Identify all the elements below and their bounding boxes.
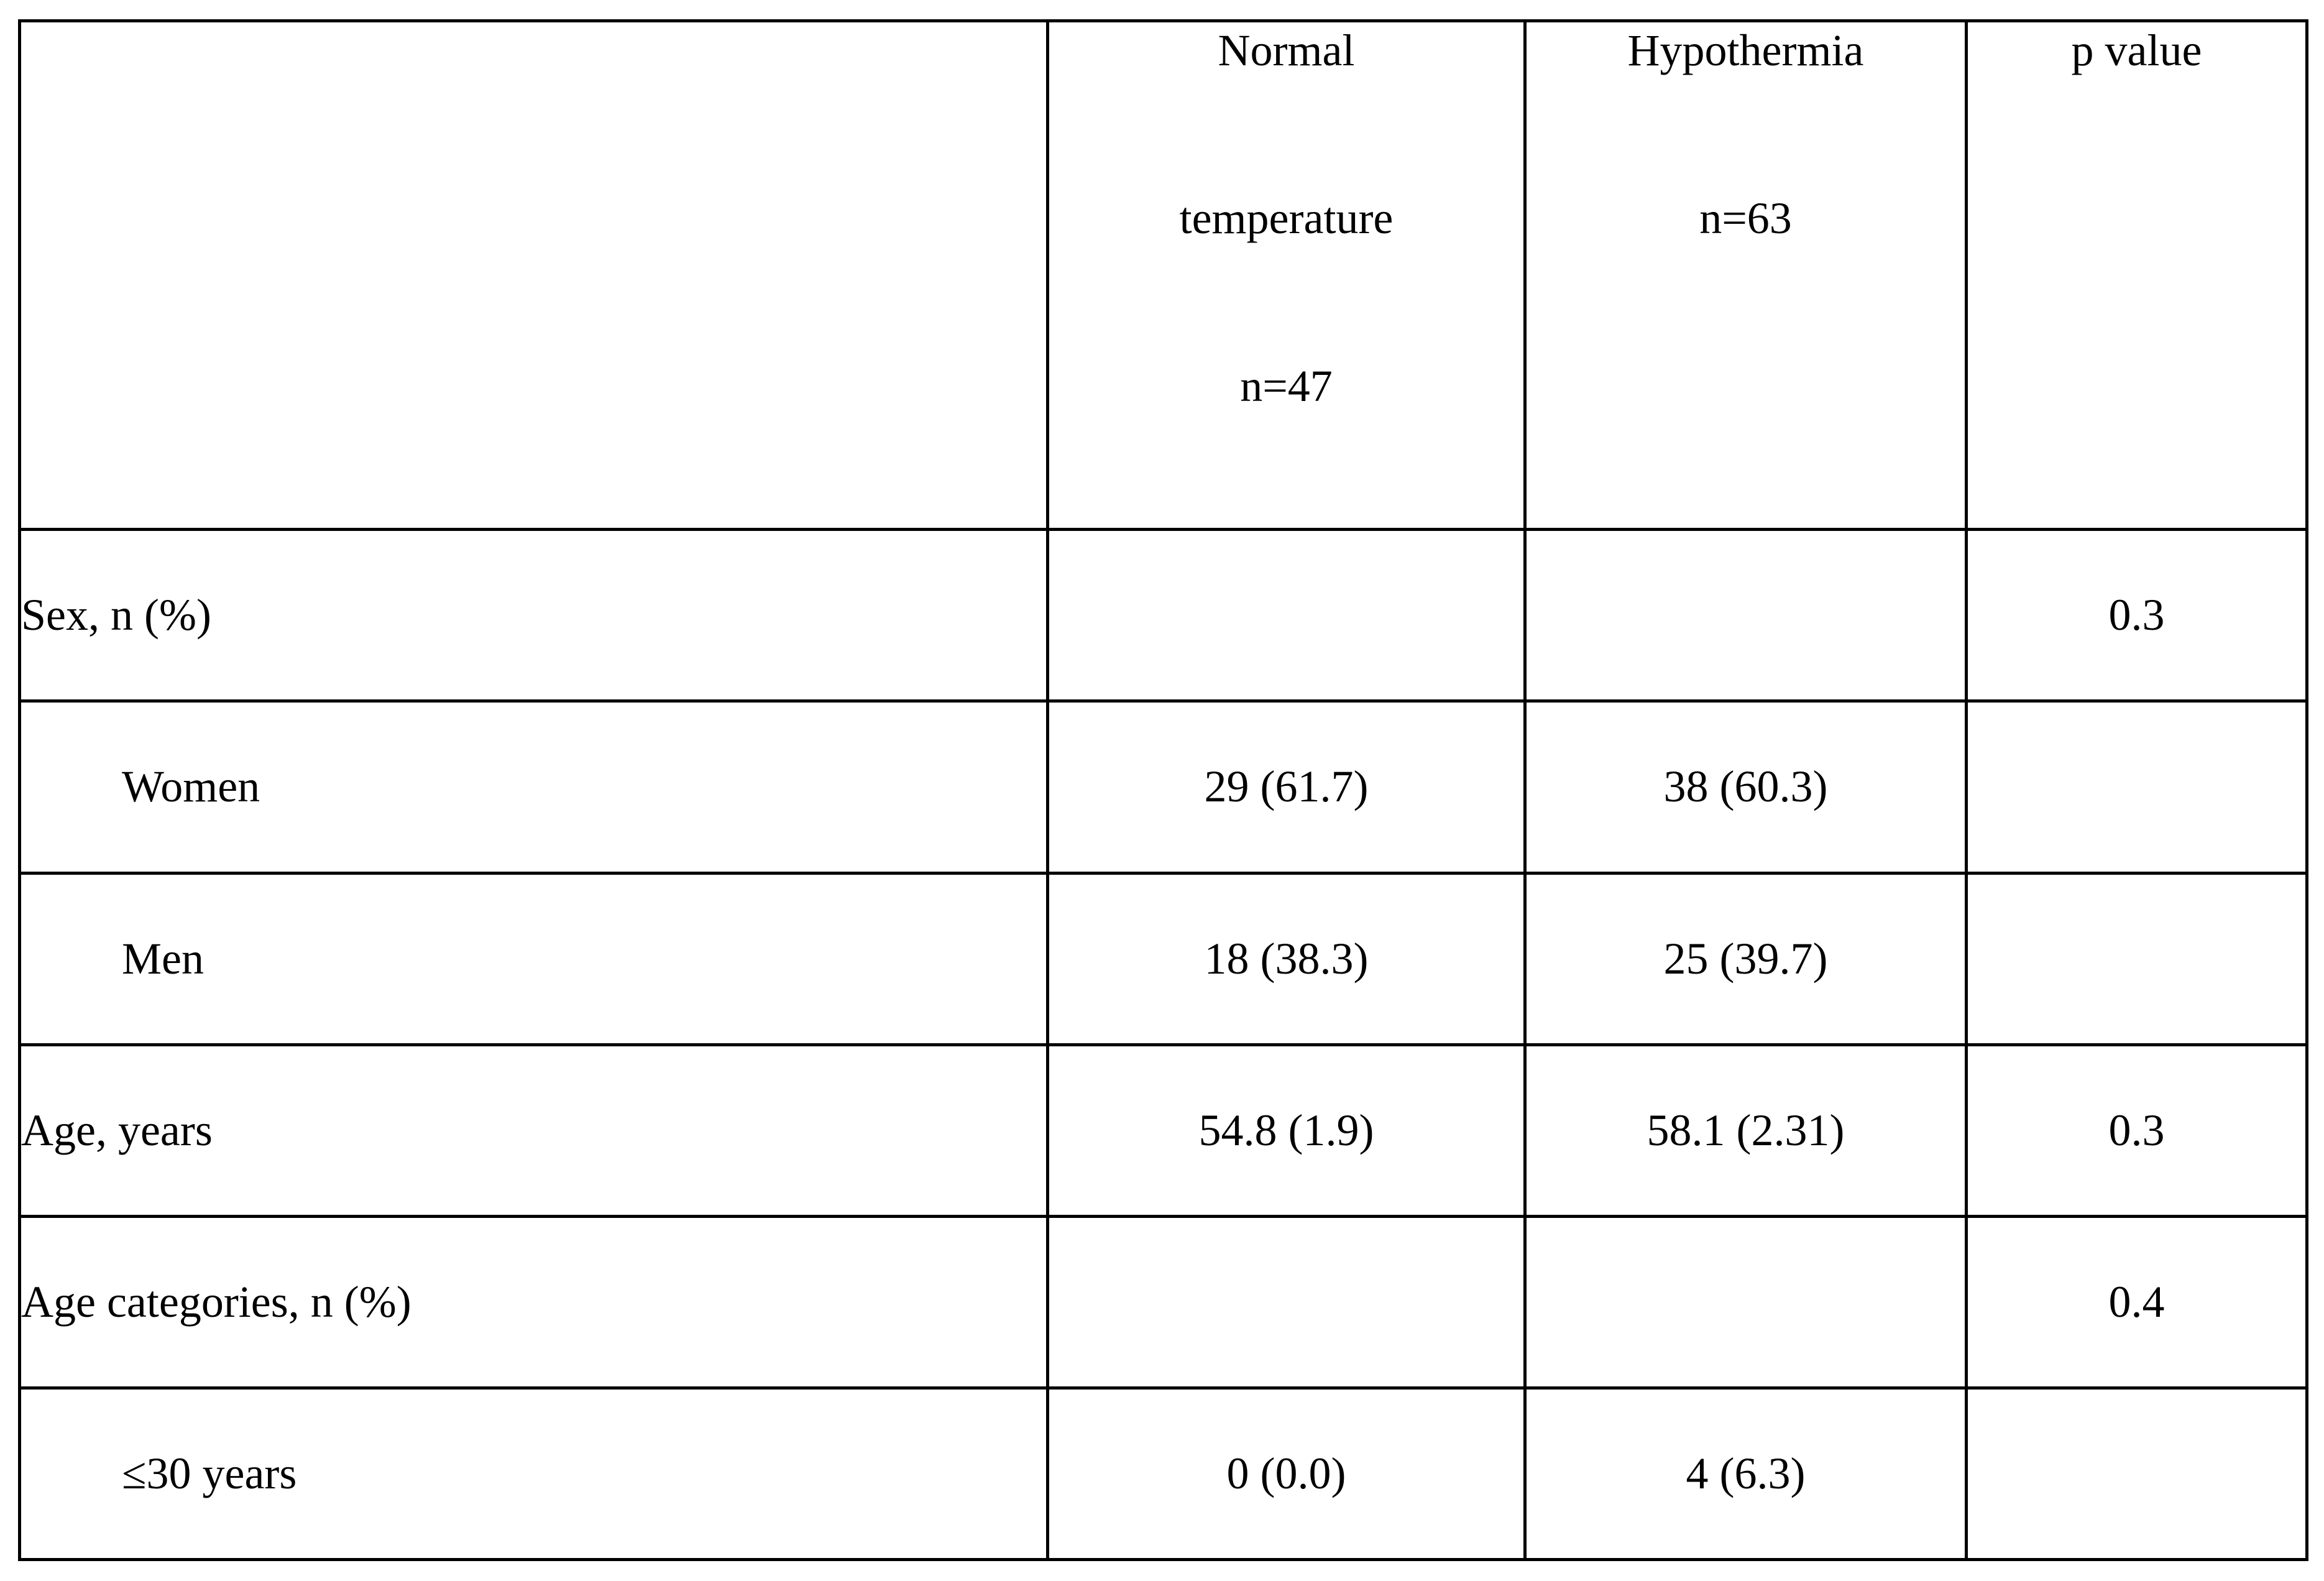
p-value <box>1967 1388 2307 1559</box>
hypothermia-value: 58.1 (2.31) <box>1525 1044 1967 1216</box>
header-p-value-line: p value <box>2071 25 2202 75</box>
table-row <box>20 1216 2307 1388</box>
header-normal-line: temperature <box>1179 193 1394 243</box>
header-p-value <box>1967 21 2307 530</box>
normal-value <box>1048 530 1525 701</box>
row-label: Age, years <box>20 1044 1048 1216</box>
hypothermia-value: 38 (60.3) <box>1525 701 1967 873</box>
hypothermia-value <box>1525 530 1967 701</box>
row-label: Sex, n (%) <box>20 530 1048 701</box>
p-value <box>1967 701 2307 873</box>
normal-value <box>1048 1216 1525 1388</box>
table-row <box>20 1388 2307 1559</box>
header-label-cell <box>20 21 1048 530</box>
row-label: Men <box>20 873 1048 1044</box>
header-normal-line: Normal <box>1218 25 1355 75</box>
hypothermia-value: 25 (39.7) <box>1525 873 1967 1044</box>
header-hypothermia <box>1525 21 1967 530</box>
row-label: Women <box>20 701 1048 873</box>
hypothermia-value: 4 (6.3) <box>1525 1388 1967 1559</box>
header-normal-temperature <box>1048 21 1525 530</box>
p-value: 0.4 <box>1967 1216 2307 1388</box>
p-value <box>1967 873 2307 1044</box>
table-row <box>20 530 2307 701</box>
p-value: 0.3 <box>1967 530 2307 701</box>
normal-value: 29 (61.7) <box>1048 701 1525 873</box>
p-value: 0.3 <box>1967 1044 2307 1216</box>
header-hypothermia-line: Hypothermia <box>1627 25 1864 75</box>
table-row <box>20 873 2307 1044</box>
table-row <box>20 1044 2307 1216</box>
normal-value: 18 (38.3) <box>1048 873 1525 1044</box>
row-label: Age categories, n (%) <box>20 1216 1048 1388</box>
header-normal-line: n=47 <box>1240 361 1333 411</box>
row-label: ≤30 years <box>20 1388 1048 1559</box>
data-table <box>18 19 2308 1561</box>
normal-value: 0 (0.0) <box>1048 1388 1525 1559</box>
table-row <box>20 701 2307 873</box>
table-header-row <box>20 21 2307 530</box>
hypothermia-value <box>1525 1216 1967 1388</box>
normal-value: 54.8 (1.9) <box>1048 1044 1525 1216</box>
header-hypothermia-line: n=63 <box>1699 193 1792 243</box>
